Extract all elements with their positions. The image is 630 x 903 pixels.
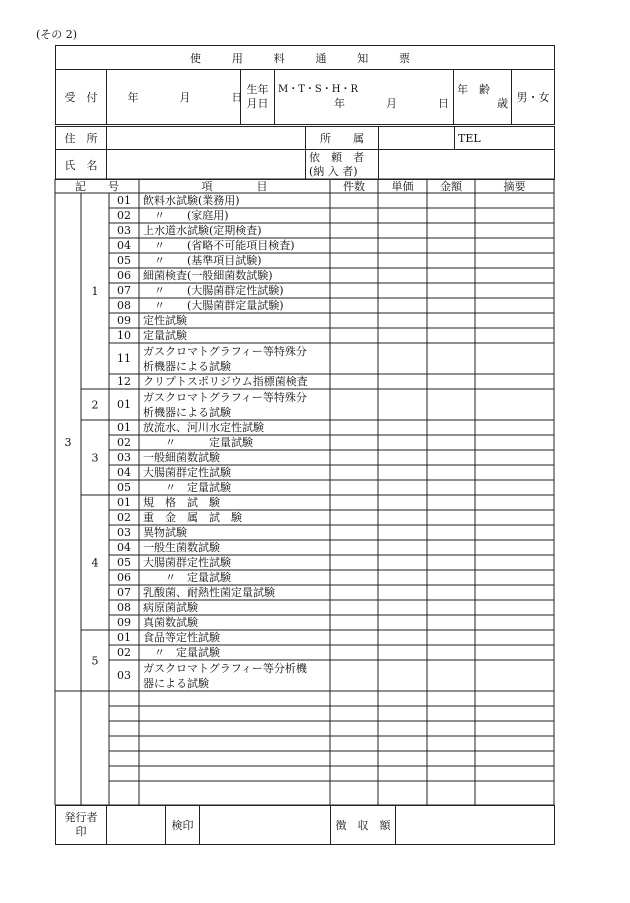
item-number: 01 [117, 496, 131, 509]
item-name-line1: ガスクロマトグラフィー等分析機 [143, 662, 307, 675]
item-name: 〃 (基準項目試験) [143, 254, 262, 267]
irai-line1: 依 頼 者 [309, 150, 364, 164]
item-name: 〃 定量試験 [143, 436, 253, 449]
item-number: 05 [117, 481, 131, 494]
item-number: 01 [117, 631, 131, 644]
birth-tsuki-label: 月 [386, 97, 397, 110]
tsuki-label: 月 [179, 91, 191, 104]
shimei-label: 氏 名 [56, 150, 107, 180]
item-number: 04 [117, 466, 131, 479]
shozoku-label: 所 属 [306, 127, 379, 150]
tel-field[interactable] [455, 127, 555, 150]
irai-line2: (納 入 者) [309, 164, 358, 178]
item-number: 10 [117, 329, 131, 342]
item-name: 〃 (大腸菌群定量試験) [143, 299, 284, 312]
item-name: 異物試験 [143, 526, 187, 539]
kenin-stamp-field[interactable] [200, 806, 331, 845]
item-number: 04 [117, 541, 131, 554]
item-name: 定性試験 [143, 314, 187, 327]
column-header-kingaku: 金額 [440, 180, 462, 193]
column-header-kigo: 記 号 [75, 180, 119, 193]
hakkosha-line2: 印 [75, 825, 87, 838]
group-label: 3 [64, 436, 72, 449]
hakkosha-stamp-field[interactable] [107, 806, 166, 845]
column-header-komoku: 項 目 [201, 180, 268, 193]
nen-label: 年 [127, 91, 139, 104]
sex-field[interactable]: 男・女 [512, 70, 555, 125]
item-number: 06 [117, 571, 131, 584]
item-number: 01 [117, 194, 131, 207]
subgroup-label: 1 [91, 285, 99, 298]
birth-hi-label: 日 [438, 97, 449, 110]
column-header-tekiyo: 摘要 [503, 180, 526, 193]
item-number: 08 [117, 299, 131, 312]
item-name: 規 格 試 験 [143, 496, 220, 509]
item-number: 03 [117, 526, 131, 539]
nenrei-label: 年 齢 [457, 83, 490, 96]
item-number: 03 [117, 224, 131, 237]
item-number: 07 [117, 284, 131, 297]
item-number: 01 [117, 421, 131, 434]
form-title: 使 用 料 通 知 票 [56, 46, 555, 70]
item-number: 03 [117, 451, 131, 464]
item-name-line1: ガスクロマトグラフィー等特殊分 [143, 391, 307, 404]
hakkosha-label [56, 806, 107, 845]
era-options: M・T・S・H・R [278, 84, 359, 95]
item-name: クリプトスポリジウム指標菌検査 [143, 375, 308, 388]
item-number: 05 [117, 556, 131, 569]
shimei-field[interactable] [107, 150, 306, 180]
item-name: 一般細菌数試験 [143, 451, 220, 464]
item-name: 乳酸菌、耐熱性菌定量試験 [143, 586, 275, 599]
item-name: 〃 定量試験 [143, 481, 231, 494]
address-table [55, 126, 555, 180]
item-name: 〃 定量試験 [143, 571, 231, 584]
item-number: 03 [117, 669, 131, 682]
item-name: 病原菌試験 [143, 601, 198, 614]
item-name: 〃 (大腸菌群定性試験) [143, 284, 284, 297]
uketsuke-label: 受 付 [56, 70, 107, 125]
subgroup-label: 3 [91, 451, 99, 465]
column-header-tanka: 単価 [391, 180, 414, 193]
item-number: 05 [117, 254, 131, 267]
birth-nen-label: 年 [334, 97, 345, 110]
item-name: 一般生菌数試験 [143, 541, 220, 554]
tel-label: TEL [458, 131, 481, 145]
subgroup-label: 4 [91, 556, 99, 570]
item-name: 大腸菌群定性試験 [143, 466, 231, 479]
item-name: 飲料水試験(業務用) [143, 194, 240, 207]
item-number: 09 [117, 616, 131, 629]
choshugaku-label: 徴 収 額 [331, 806, 396, 845]
item-name: 大腸菌群定性試験 [143, 556, 231, 569]
seinengappi-field[interactable] [275, 70, 454, 125]
item-name: 〃 (省略不可能項目検査) [143, 239, 295, 252]
item-number: 02 [117, 511, 131, 524]
item-name-line2: 器による試験 [143, 677, 209, 690]
item-number: 12 [117, 375, 131, 388]
form-number-note: (その 2) [36, 28, 78, 41]
hakkosha-line1: 発行者 [64, 811, 98, 824]
item-number: 07 [117, 586, 131, 599]
item-name: 重 金 属 試 験 [143, 511, 242, 524]
subgroup-label: 2 [91, 398, 99, 412]
item-name: 真菌数試験 [143, 616, 198, 629]
item-name: 上水道水試験(定期検査) [143, 224, 262, 237]
item-number: 02 [117, 436, 131, 449]
irai-label [306, 150, 379, 180]
shozoku-field[interactable] [379, 127, 455, 150]
choshugaku-field[interactable] [396, 806, 555, 845]
item-name-line1: ガスクロマトグラフィー等特殊分 [143, 345, 307, 358]
irai-field[interactable] [379, 150, 555, 180]
jusho-label: 住 所 [56, 127, 107, 150]
item-name: 放流水、河川水定性試験 [143, 421, 264, 434]
seinengappi-label [241, 70, 275, 125]
column-header-kensu: 件数 [343, 180, 365, 193]
seinengappi-line1: 生年 [246, 83, 269, 96]
item-number: 04 [117, 239, 131, 252]
item-name: 〃 定量試験 [143, 646, 220, 659]
item-number: 09 [117, 314, 131, 327]
subgroup-label: 5 [91, 654, 99, 668]
item-name: 細菌検査(一般細菌数試験) [143, 269, 273, 282]
footer-table [55, 805, 555, 845]
item-name: 定量試験 [143, 329, 187, 342]
item-number: 02 [117, 646, 131, 659]
item-number: 11 [117, 352, 131, 365]
item-name-line2: 析機器による試験 [143, 406, 231, 419]
sai-label: 歳 [497, 97, 508, 110]
kenin-label: 検印 [166, 806, 200, 845]
jusho-field[interactable] [107, 127, 306, 150]
hi-label: 日 [231, 91, 243, 104]
item-number: 02 [117, 209, 131, 222]
item-number: 08 [117, 601, 131, 614]
item-number: 01 [117, 398, 131, 411]
item-name: 〃 (家庭用) [143, 209, 229, 222]
uketsuke-date-field[interactable] [107, 70, 241, 125]
header-table [55, 45, 555, 125]
item-name: 食品等定性試験 [143, 631, 220, 644]
item-name-line2: 析機器による試験 [143, 360, 231, 373]
seinengappi-line2: 月日 [246, 97, 269, 110]
item-number: 06 [117, 269, 131, 282]
nenrei-field[interactable] [454, 70, 512, 125]
